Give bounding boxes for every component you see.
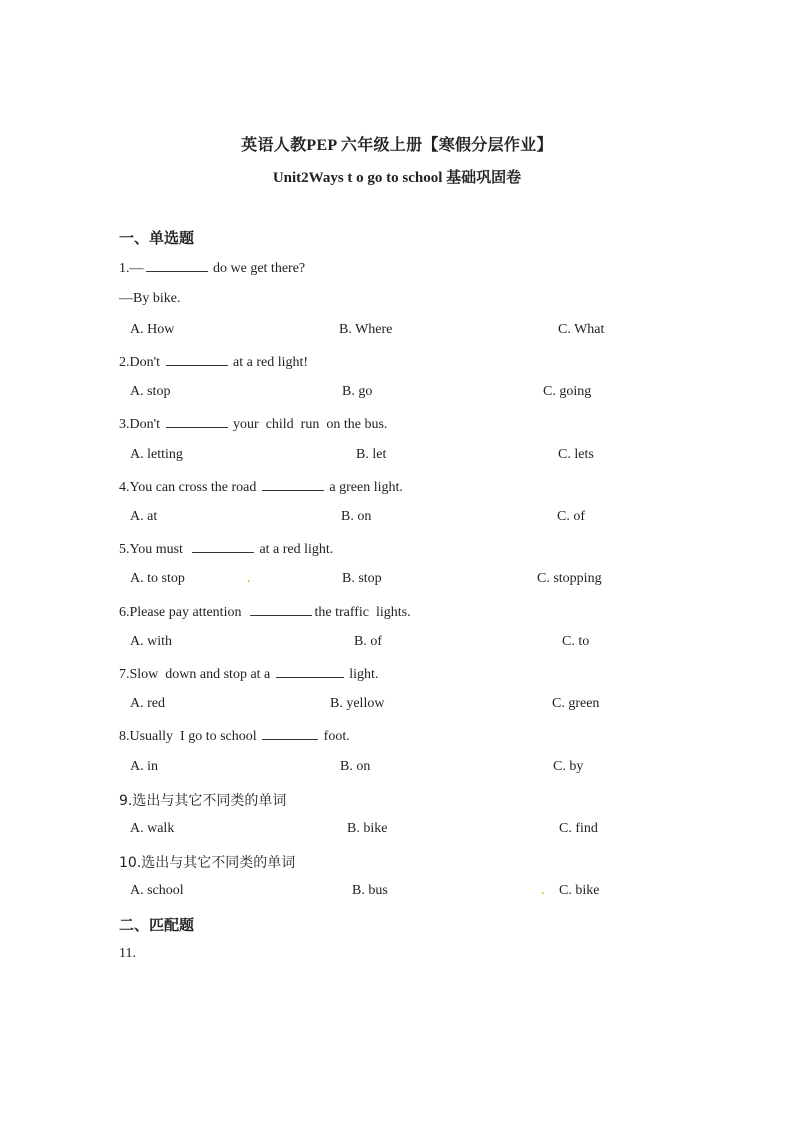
question-3: 3.Don't your child run on the bus. (119, 417, 388, 432)
q4-option-a[interactable]: A. at (130, 509, 158, 524)
q3-option-a[interactable]: A. letting (130, 447, 183, 462)
question-6: 6.Please pay attention the traffic lights. (119, 605, 411, 620)
q8-option-b[interactable]: B. on (340, 759, 371, 774)
q2-option-c[interactable]: C. going (543, 384, 592, 399)
question-7: 7.Slow down and stop at a light. (119, 667, 379, 682)
q1-option-a[interactable]: A. How (130, 322, 175, 337)
question-1-answer-hint: —By bike. (119, 291, 181, 306)
q4-option-b[interactable]: B. on (341, 509, 372, 524)
q3-option-b[interactable]: B. let (356, 447, 387, 462)
question-8: 8.Usually I go to school foot. (119, 729, 350, 744)
question-4: 4.You can cross the road a green light. (119, 480, 403, 495)
q6-option-a[interactable]: A. with (130, 634, 172, 649)
question-11: 11. (119, 946, 136, 961)
q6-option-b[interactable]: B. of (354, 634, 382, 649)
q6-option-c[interactable]: C. to (562, 634, 590, 649)
q9-option-c[interactable]: C. find (559, 821, 598, 836)
q5-option-c[interactable]: C. stopping (537, 571, 602, 586)
q8-option-c[interactable]: C. by (553, 759, 584, 774)
q10-option-c[interactable]: C. bike (559, 883, 600, 898)
stray-dot-mark: . (247, 571, 251, 586)
q10-option-b[interactable]: B. bus (352, 883, 388, 898)
question-5: 5.You must at a red light. (119, 542, 334, 557)
q1-option-c[interactable]: C. What (558, 322, 605, 337)
question-9: 9.选出与其它不同类的单词 (119, 793, 287, 809)
q2-option-b[interactable]: B. go (342, 384, 373, 399)
q1-option-b[interactable]: B. Where (339, 322, 393, 337)
q7-option-c[interactable]: C. green (552, 696, 600, 711)
q3-option-c[interactable]: C. lets (558, 447, 594, 462)
page-title: 英语人教PEP 六年级上册【寒假分层作业】 (241, 137, 553, 154)
page-subtitle: Unit2Ways t o go to school 基础巩固卷 (272, 170, 522, 186)
q5-option-b[interactable]: B. stop (342, 571, 382, 586)
q9-option-a[interactable]: A. walk (130, 821, 175, 836)
question-10: 10.选出与其它不同类的单词 (119, 855, 296, 871)
q9-option-b[interactable]: B. bike (347, 821, 388, 836)
q2-option-a[interactable]: A. stop (130, 384, 171, 399)
section-heading-matching: 二、匹配题 (119, 918, 195, 934)
q8-option-a[interactable]: A. in (130, 759, 158, 774)
q10-option-a[interactable]: A. school (130, 883, 184, 898)
q7-option-a[interactable]: A. red (130, 696, 165, 711)
stray-dot-mark: . (541, 883, 545, 898)
q4-option-c[interactable]: C. of (557, 509, 585, 524)
q5-option-a[interactable]: A. to stop (130, 571, 185, 586)
q7-option-b[interactable]: B. yellow (330, 696, 385, 711)
section-heading-single-choice: 一、单选题 (119, 231, 195, 247)
question-1: 1.— do we get there? (119, 261, 306, 276)
question-2: 2.Don't at a red light! (119, 355, 309, 370)
